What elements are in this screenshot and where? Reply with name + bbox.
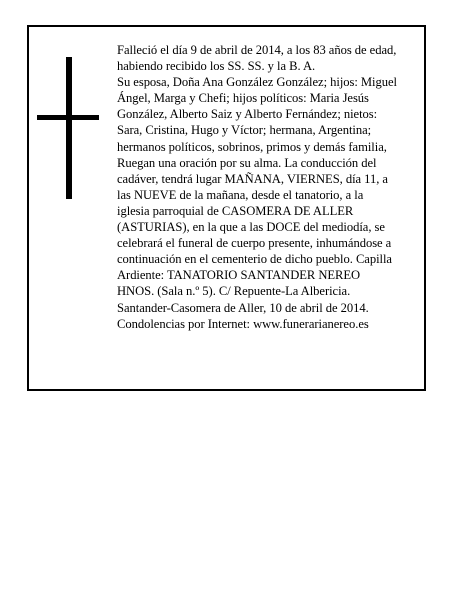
obituary-line: habiendo recibido los SS. SS. y la B. A. (117, 59, 316, 74)
obituary-line: cadáver, tendrá lugar MAÑANA, VIERNES, día 11, a (117, 171, 388, 186)
cross-icon (37, 57, 99, 199)
obituary-line: continuación en el cementerio de dicho pueblo. Capilla (117, 252, 392, 267)
obituary-line: Condolencias por Internet: www.funerarianereo.es (117, 316, 369, 331)
obituary-text (117, 42, 425, 332)
obituary-line: Ruegan una oración por su alma. La conducción del (117, 155, 377, 170)
obituary-line: Falleció el día 9 de abril de 2014, a los 83 años de edad, (117, 43, 397, 57)
obituary-line: Ardiente: TANATORIO SANTANDER NEREO (117, 268, 361, 283)
obituary-notice (27, 25, 426, 391)
obituary-line: hermanos políticos, sobrinos, primos y demás familia, (117, 139, 387, 154)
obituary-line: iglesia parroquial de CASOMERA DE ALLER (117, 203, 354, 218)
obituary-line: Ángel, Marga y Chefi; hijos políticos: Maria Jesús (117, 91, 369, 106)
obituary-line: González, Alberto Saiz y Alberto Fernández; nietos: (117, 107, 378, 122)
obituary-line: las NUEVE de la mañana, desde el tanatorio, a la (117, 187, 364, 202)
obituary-line: Sara, Cristina, Hugo y Víctor; hermana, Argentina; (117, 123, 372, 138)
obituary-line: Santander-Casomera de Aller, 10 de abril de 2014. (117, 300, 369, 315)
obituary-line: celebrará el funeral de cuerpo presente, inhumándose a (117, 236, 392, 251)
cross-horizontal-bar (37, 115, 99, 120)
obituary-line: (ASTURIAS), en la que a las DOCE del mediodía, se (117, 220, 385, 235)
cross-vertical-bar (66, 57, 72, 199)
obituary-line: Su esposa, Doña Ana González González; hijos: Miguel (117, 75, 397, 90)
obituary-line: HNOS. (Sala n.º 5). C/ Repuente-La Albericia. (117, 284, 351, 299)
